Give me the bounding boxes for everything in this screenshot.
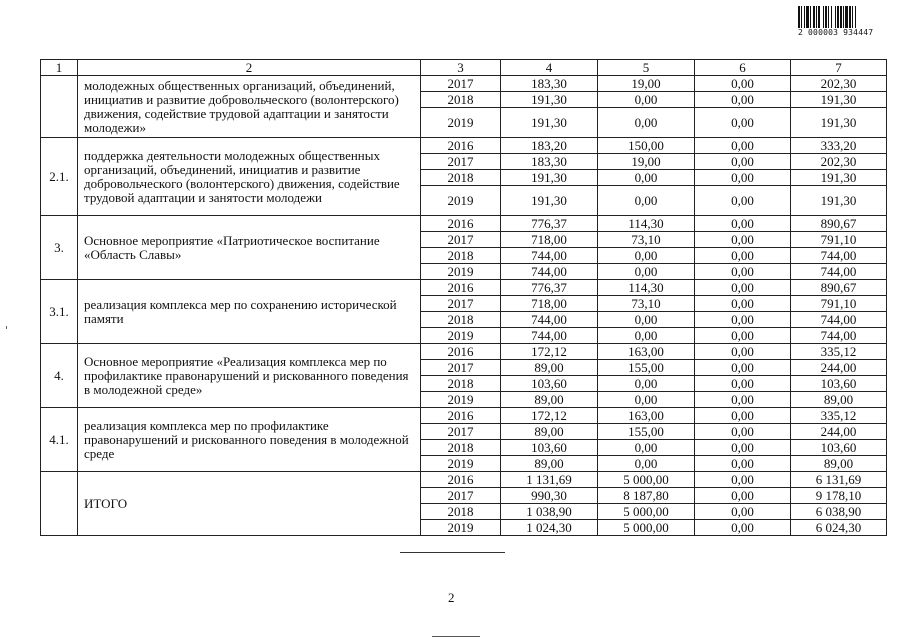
value-cell-col7: 244,00 xyxy=(791,360,887,376)
year-cell: 2019 xyxy=(421,392,501,408)
barcode-bar xyxy=(831,6,832,28)
value-cell-col4: 1 038,90 xyxy=(501,504,598,520)
value-cell-col5: 5 000,00 xyxy=(598,520,695,536)
value-cell-col7: 890,67 xyxy=(791,216,887,232)
year-cell: 2017 xyxy=(421,488,501,504)
value-cell-col4: 172,12 xyxy=(501,344,598,360)
value-cell-col4: 718,00 xyxy=(501,232,598,248)
value-cell-col4: 191,30 xyxy=(501,170,598,186)
barcode-bar xyxy=(840,6,842,28)
value-cell-col6: 0,00 xyxy=(695,296,791,312)
year-cell: 2018 xyxy=(421,170,501,186)
barcode-bar xyxy=(813,6,815,28)
row-number xyxy=(41,472,78,536)
year-cell: 2018 xyxy=(421,92,501,108)
value-cell-col6: 0,00 xyxy=(695,440,791,456)
footer-separator-line xyxy=(400,552,505,553)
year-cell: 2019 xyxy=(421,264,501,280)
year-cell: 2016 xyxy=(421,280,501,296)
table-row xyxy=(41,408,887,424)
value-cell-col7: 202,30 xyxy=(791,154,887,170)
row-number: 3.1. xyxy=(41,280,78,344)
value-cell-col6: 0,00 xyxy=(695,344,791,360)
barcode-bar xyxy=(804,6,805,28)
item-name: Основное мероприятие «Реализация комплекса мер по профилактике правонарушений и рискованного поведения в молодежной среде» xyxy=(78,344,421,408)
row-number: 4.1. xyxy=(41,408,78,472)
value-cell-col6: 0,00 xyxy=(695,504,791,520)
value-cell-col6: 0,00 xyxy=(695,328,791,344)
value-cell-col4: 990,30 xyxy=(501,488,598,504)
value-cell-col5: 0,00 xyxy=(598,328,695,344)
value-cell-col6: 0,00 xyxy=(695,170,791,186)
value-cell-col4: 744,00 xyxy=(501,312,598,328)
barcode-bar xyxy=(825,6,827,28)
column-header-1: 1 xyxy=(41,60,78,76)
barcode-bar xyxy=(818,6,820,28)
value-cell-col7: 103,60 xyxy=(791,376,887,392)
barcode-bar xyxy=(849,6,851,28)
value-cell-col7: 103,60 xyxy=(791,440,887,456)
value-cell-col4: 89,00 xyxy=(501,360,598,376)
value-cell-col6: 0,00 xyxy=(695,216,791,232)
value-cell-col6: 0,00 xyxy=(695,312,791,328)
value-cell-col4: 718,00 xyxy=(501,296,598,312)
value-cell-col5: 0,00 xyxy=(598,456,695,472)
value-cell-col6: 0,00 xyxy=(695,92,791,108)
barcode-bar xyxy=(855,6,856,28)
barcode-bar xyxy=(801,6,802,28)
page-number: 2 xyxy=(448,590,455,605)
value-cell-col6: 0,00 xyxy=(695,520,791,536)
year-cell: 2017 xyxy=(421,232,501,248)
year-cell: 2018 xyxy=(421,504,501,520)
row-number xyxy=(41,76,78,138)
value-cell-col5: 0,00 xyxy=(598,440,695,456)
year-cell: 2018 xyxy=(421,440,501,456)
item-name: реализация комплекса мер по сохранению исторической памяти xyxy=(78,280,421,344)
value-cell-col4: 191,30 xyxy=(501,92,598,108)
value-cell-col7: 191,30 xyxy=(791,170,887,186)
value-cell-col4: 89,00 xyxy=(501,456,598,472)
value-cell-col7: 890,67 xyxy=(791,280,887,296)
barcode-bar xyxy=(810,6,811,28)
value-cell-col4: 89,00 xyxy=(501,392,598,408)
barcode-bar xyxy=(816,6,817,28)
value-cell-col7: 191,30 xyxy=(791,108,887,138)
value-cell-col4: 172,12 xyxy=(501,408,598,424)
value-cell-col7: 335,12 xyxy=(791,408,887,424)
funding-table xyxy=(40,59,887,536)
total-label: ИТОГО xyxy=(78,472,421,536)
value-cell-col6: 0,00 xyxy=(695,376,791,392)
value-cell-col5: 0,00 xyxy=(598,108,695,138)
value-cell-col5: 155,00 xyxy=(598,360,695,376)
value-cell-col6: 0,00 xyxy=(695,232,791,248)
table-body xyxy=(41,60,887,536)
item-name: молодежных общественных организаций, объединений, инициатив и развитие добровольческого (волонтерского) движения, содействие трудовой адаптации и занятости молодежи» xyxy=(78,76,421,138)
value-cell-col7: 791,10 xyxy=(791,296,887,312)
column-header-6: 6 xyxy=(695,60,791,76)
year-cell: 2018 xyxy=(421,376,501,392)
value-cell-col5: 163,00 xyxy=(598,344,695,360)
value-cell-col7: 335,12 xyxy=(791,344,887,360)
value-cell-col7: 9 178,10 xyxy=(791,488,887,504)
value-cell-col7: 244,00 xyxy=(791,424,887,440)
column-header-2: 2 xyxy=(78,60,421,76)
value-cell-col7: 6 024,30 xyxy=(791,520,887,536)
value-cell-col6: 0,00 xyxy=(695,248,791,264)
value-cell-col6: 0,00 xyxy=(695,488,791,504)
barcode-bar xyxy=(837,6,839,28)
value-cell-col4: 183,20 xyxy=(501,138,598,154)
table-row xyxy=(41,344,887,360)
value-cell-col6: 0,00 xyxy=(695,154,791,170)
barcode-bar xyxy=(806,6,809,28)
barcode-bar xyxy=(828,6,829,28)
year-cell: 2019 xyxy=(421,520,501,536)
value-cell-col5: 0,00 xyxy=(598,92,695,108)
year-cell: 2019 xyxy=(421,186,501,216)
table-row xyxy=(41,472,887,488)
barcode-number: 2 000003 934447 xyxy=(798,28,874,37)
value-cell-col4: 89,00 xyxy=(501,424,598,440)
value-cell-col5: 114,30 xyxy=(598,280,695,296)
value-cell-col6: 0,00 xyxy=(695,138,791,154)
value-cell-col4: 744,00 xyxy=(501,264,598,280)
column-header-4: 4 xyxy=(501,60,598,76)
year-cell: 2016 xyxy=(421,408,501,424)
value-cell-col4: 776,37 xyxy=(501,216,598,232)
barcode-bar xyxy=(852,6,853,28)
row-number: 2.1. xyxy=(41,138,78,216)
item-name: реализация комплекса мер по профилактике правонарушений и рискованного поведения в молодежной среде xyxy=(78,408,421,472)
value-cell-col4: 103,60 xyxy=(501,376,598,392)
year-cell: 2017 xyxy=(421,424,501,440)
value-cell-col6: 0,00 xyxy=(695,186,791,216)
margin-mark xyxy=(6,326,7,329)
value-cell-col6: 0,00 xyxy=(695,392,791,408)
row-number: 3. xyxy=(41,216,78,280)
value-cell-col5: 5 000,00 xyxy=(598,472,695,488)
value-cell-col6: 0,00 xyxy=(695,108,791,138)
year-cell: 2017 xyxy=(421,360,501,376)
barcode-bars xyxy=(798,6,880,28)
value-cell-col4: 1 131,69 xyxy=(501,472,598,488)
value-cell-col5: 155,00 xyxy=(598,424,695,440)
barcode-bar xyxy=(823,6,824,28)
value-cell-col7: 6 038,90 xyxy=(791,504,887,520)
value-cell-col5: 8 187,80 xyxy=(598,488,695,504)
value-cell-col5: 0,00 xyxy=(598,264,695,280)
value-cell-col7: 191,30 xyxy=(791,92,887,108)
value-cell-col5: 0,00 xyxy=(598,392,695,408)
table-row xyxy=(41,138,887,154)
value-cell-col5: 0,00 xyxy=(598,170,695,186)
value-cell-col6: 0,00 xyxy=(695,472,791,488)
value-cell-col7: 89,00 xyxy=(791,392,887,408)
value-cell-col7: 744,00 xyxy=(791,248,887,264)
value-cell-col6: 0,00 xyxy=(695,280,791,296)
year-cell: 2017 xyxy=(421,296,501,312)
table-header-row xyxy=(41,60,887,76)
value-cell-col7: 202,30 xyxy=(791,76,887,92)
value-cell-col6: 0,00 xyxy=(695,360,791,376)
value-cell-col4: 183,30 xyxy=(501,154,598,170)
barcode-bar xyxy=(835,6,836,28)
value-cell-col7: 744,00 xyxy=(791,312,887,328)
value-cell-col4: 191,30 xyxy=(501,108,598,138)
item-name: Основное мероприятие «Патриотическое воспитание «Область Славы» xyxy=(78,216,421,280)
column-header-5: 5 xyxy=(598,60,695,76)
value-cell-col5: 0,00 xyxy=(598,186,695,216)
year-cell: 2016 xyxy=(421,216,501,232)
value-cell-col5: 114,30 xyxy=(598,216,695,232)
value-cell-col4: 183,30 xyxy=(501,76,598,92)
year-cell: 2017 xyxy=(421,154,501,170)
value-cell-col4: 744,00 xyxy=(501,328,598,344)
barcode-bar xyxy=(798,6,800,28)
value-cell-col5: 163,00 xyxy=(598,408,695,424)
value-cell-col5: 0,00 xyxy=(598,376,695,392)
value-cell-col6: 0,00 xyxy=(695,264,791,280)
barcode-bar xyxy=(845,6,848,28)
value-cell-col5: 0,00 xyxy=(598,312,695,328)
value-cell-col7: 6 131,69 xyxy=(791,472,887,488)
value-cell-col5: 150,00 xyxy=(598,138,695,154)
value-cell-col4: 776,37 xyxy=(501,280,598,296)
value-cell-col4: 103,60 xyxy=(501,440,598,456)
value-cell-col5: 5 000,00 xyxy=(598,504,695,520)
value-cell-col7: 191,30 xyxy=(791,186,887,216)
value-cell-col7: 333,20 xyxy=(791,138,887,154)
value-cell-col4: 744,00 xyxy=(501,248,598,264)
year-cell: 2019 xyxy=(421,456,501,472)
value-cell-col5: 19,00 xyxy=(598,76,695,92)
value-cell-col7: 89,00 xyxy=(791,456,887,472)
value-cell-col6: 0,00 xyxy=(695,408,791,424)
column-header-7: 7 xyxy=(791,60,887,76)
table-row xyxy=(41,216,887,232)
year-cell: 2019 xyxy=(421,108,501,138)
year-cell: 2016 xyxy=(421,138,501,154)
row-number: 4. xyxy=(41,344,78,408)
value-cell-col7: 744,00 xyxy=(791,264,887,280)
barcode-bar xyxy=(843,6,844,28)
value-cell-col4: 191,30 xyxy=(501,186,598,216)
year-cell: 2016 xyxy=(421,344,501,360)
year-cell: 2019 xyxy=(421,328,501,344)
year-cell: 2016 xyxy=(421,472,501,488)
bottom-rule xyxy=(432,636,480,637)
value-cell-col5: 0,00 xyxy=(598,248,695,264)
year-cell: 2018 xyxy=(421,312,501,328)
value-cell-col4: 1 024,30 xyxy=(501,520,598,536)
year-cell: 2017 xyxy=(421,76,501,92)
table-row xyxy=(41,76,887,92)
value-cell-col6: 0,00 xyxy=(695,424,791,440)
value-cell-col6: 0,00 xyxy=(695,456,791,472)
value-cell-col6: 0,00 xyxy=(695,76,791,92)
item-name: поддержка деятельности молодежных общественных организаций, объединений, инициатив и развитие добровольческого (волонтерского) движения, содействие трудовой адаптации и занятости молодежи xyxy=(78,138,421,216)
table-row xyxy=(41,280,887,296)
column-header-3: 3 xyxy=(421,60,501,76)
value-cell-col7: 791,10 xyxy=(791,232,887,248)
year-cell: 2018 xyxy=(421,248,501,264)
value-cell-col7: 744,00 xyxy=(791,328,887,344)
value-cell-col5: 73,10 xyxy=(598,232,695,248)
value-cell-col5: 73,10 xyxy=(598,296,695,312)
value-cell-col5: 19,00 xyxy=(598,154,695,170)
barcode xyxy=(798,6,882,36)
